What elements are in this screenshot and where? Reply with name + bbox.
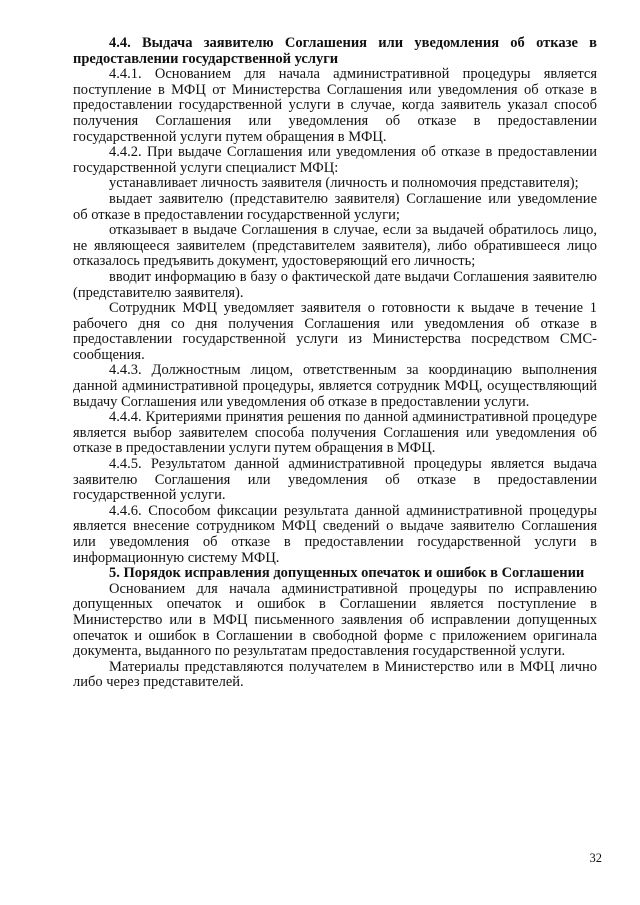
paragraph-correction-basis: Основанием для начала административной процедуры по исправлению допущенных опечаток и ошибок в Соглашении является поступление в Министерство или в МФЦ письменного заявления об исправлении допущенных опечаток и ошибок в Соглашении в свободной форме с приложением оригинала документа, выданного по результатам предоставления государственной услуги. [73,580,597,660]
list-item-identify: устанавливает личность заявителя (личность и полномочия представителя); [109,175,579,192]
list-item-issue: выдает заявителю (представителю заявителя) Соглашение или уведомление об отказе в предоставлении государственной услуги; [73,190,597,223]
page-content [73,36,597,691]
paragraph-materials: Материалы представляются получателем в Министерство или в МФЦ лично либо через представителей. [73,658,597,691]
paragraph-4-4-4: 4.4.4. Критериями принятия решения по данной административной процедуре является выбор заявителем способа получения Соглашения или уведомления об отказе в предоставлении услуги путем обращения в МФЦ. [73,409,597,457]
paragraph-4-4-6: 4.4.6. Способом фиксации результата данной административной процедуры является внесение сотрудником МФЦ сведений о выдаче заявителю Соглашения или уведомления об отказе в предоставлении государственной услуги в информационную систему МФЦ. [73,502,597,566]
section-heading-5: 5. Порядок исправления допущенных опечаток и ошибок в Соглашении [109,565,585,582]
page-number: 32 [589,851,602,865]
paragraph-4-4-5: 4.4.5. Результатом данной административной процедуры является выдача заявителю Соглашения или уведомления об отказе в предоставлении государственной услуги. [73,456,597,504]
paragraph-notification: Сотрудник МФЦ уведомляет заявителя о готовности к выдаче в течение 1 рабочего дня со дня получения Соглашения или уведомления об отказе в предоставлении государственной услуги из Министерства посредством СМС-сообщения. [73,300,597,363]
paragraph-4-4-1: 4.4.1. Основанием для начала административной процедуры является поступление в МФЦ от Министерства Соглашения или уведомления об отказе в предоставлении государственной услуги в случае, когда заявитель указал способ получения Соглашения или уведомления об отказе в предоставлении государственной услуги путем обращения в МФЦ. [73,66,597,145]
paragraph-4-4-2: 4.4.2. При выдаче Соглашения или уведомления об отказе в предоставлении государственной услуги специалист МФЦ: [73,144,597,176]
paragraph-4-4-3: 4.4.3. Должностным лицом, ответственным за координацию выполнения данной административной процедуры, является сотрудник МФЦ, осуществляющий выдачу Соглашения или уведомления об отказе в предоставлении услуги. [73,362,597,410]
section-heading-4-4: 4.4. Выдача заявителю Соглашения или уведомления об отказе в предоставлении государственной услуги [73,35,597,67]
list-item-refuse: отказывает в выдаче Соглашения в случае, если за выдачей обратилось лицо, не являющееся заявителем (представителем заявителя), либо обратившееся лицо отказалось предъявить документ, удостоверяющий его личность; [73,222,597,270]
list-item-record: вводит информацию в базу о фактической дате выдачи Соглашения заявителю (представителю заявителя). [73,268,597,301]
